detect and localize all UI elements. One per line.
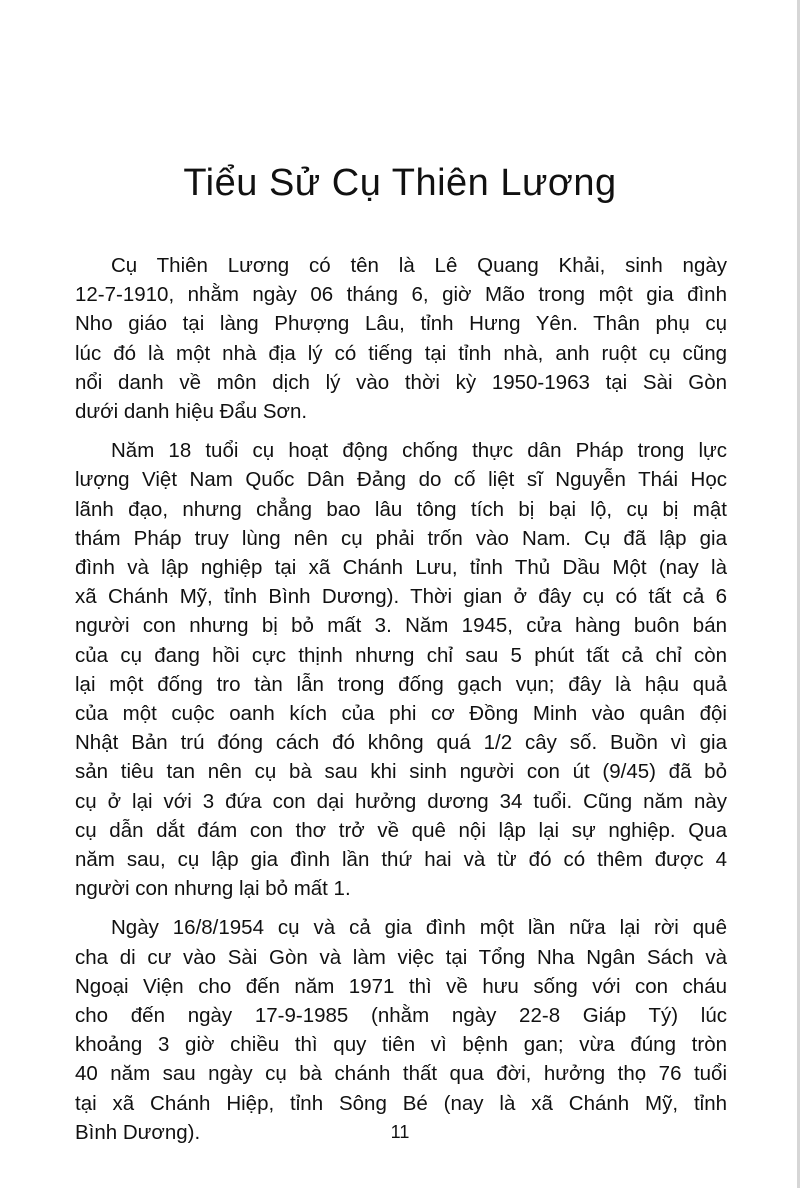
page-title: Tiểu Sử Cụ Thiên Lương — [183, 162, 617, 204]
paragraph-3 — [75, 913, 727, 1147]
text-line: 12-7-1910, nhằm ngày 06 tháng 6, giờ Mão trong một gia đình — [75, 283, 727, 307]
page-number: 11 — [390, 1122, 410, 1142]
text-line: Nhật Bản trú đóng cách đó không quá 1/2 cây số. Buồn vì gia — [75, 731, 727, 755]
text-line: của cụ đang hồi cực thịnh nhưng chỉ sau 5 phút tất cả chỉ còn — [75, 643, 727, 667]
text-line: Cụ Thiên Lương có tên là Lê Quang Khải, sinh ngày — [111, 254, 727, 277]
text-line: cụ ở lại với 3 đứa con dại hưởng dương 34 tuổi. Cũng năm này — [75, 789, 727, 813]
text-line: Ngoại Viện cho đến năm 1971 thì về hưu sống với con cháu — [75, 974, 727, 998]
text-line: thám Pháp truy lùng nên cụ phải trốn vào Nam. Cụ đã lập gia — [75, 526, 727, 550]
text-line: lại một đống tro tàn lẫn trong đống gạch vụn; đây là hậu quả — [75, 672, 727, 696]
text-line: nổi danh về môn dịch lý vào thời kỳ 1950-1963 tại Sài Gòn — [75, 370, 727, 394]
text-line: người con nhưng lại bỏ mất 1. — [75, 877, 351, 901]
paragraph-2 — [75, 436, 727, 903]
text-line: đình và lập nghiệp tại xã Chánh Lưu, tỉnh Thủ Dầu Một (nay là — [75, 556, 727, 580]
text-line: Năm 18 tuổi cụ hoạt động chống thực dân Pháp trong lực — [111, 439, 727, 463]
paragraph-1 — [75, 251, 727, 426]
text-line: xã Chánh Mỹ, tỉnh Bình Dương). Thời gian ở đây cụ có tất cả 6 — [75, 585, 727, 609]
text-line: dưới danh hiệu Đẩu Sơn. — [75, 400, 308, 424]
text-line: Nho giáo tại làng Phượng Lâu, tỉnh Hưng Yên. Thân phụ cụ — [75, 312, 727, 336]
biography-text — [75, 251, 727, 1157]
text-line: 40 năm sau ngày cụ bà chánh thất qua đời, hưởng thọ 76 tuổi — [75, 1062, 727, 1086]
text-line: Ngày 16/8/1954 cụ và cả gia đình một lần nữa lại rời quê — [111, 916, 727, 940]
text-line: người con nhưng bị bỏ mất 3. Năm 1945, cửa hàng buôn bán — [75, 614, 727, 638]
text-line: khoảng 3 giờ chiều thì quy tiên vì bệnh gan; vừa đúng tròn — [75, 1033, 727, 1057]
text-line: năm sau, cụ lập gia đình lần thứ hai và từ đó có thêm được 4 — [75, 848, 727, 872]
text-line: cho đến ngày 17-9-1985 (nhằm ngày 22-8 Giáp Tý) lúc — [75, 1004, 727, 1028]
text-line: lúc đó là một nhà địa lý có tiếng tại tỉnh nhà, anh ruột cụ cũng — [75, 341, 727, 365]
text-line: lãnh đạo, nhưng chẳng bao lâu tông tích bị bại lộ, cụ bị mật — [75, 497, 727, 521]
text-line: lượng Việt Nam Quốc Dân Đảng do cố liệt sĩ Nguyễn Thái Học — [75, 468, 727, 492]
text-line: cha di cư vào Sài Gòn và làm việc tại Tổng Nha Ngân Sách và — [75, 945, 727, 969]
text-line: cụ dẫn dắt đám con thơ trở về quê nội lập lại sự nghiệp. Qua — [75, 818, 727, 842]
text-line: tại xã Chánh Hiệp, tỉnh Sông Bé (nay là xã Chánh Mỹ, tỉnh — [75, 1091, 727, 1115]
text-line: sản tiêu tan nên cụ bà sau khi sinh người con út (9/45) đã bỏ — [75, 760, 727, 784]
text-line: Bình Dương). — [75, 1120, 201, 1144]
text-line: của một cuộc oanh kích của phi cơ Đồng Minh vào quân đội — [75, 702, 727, 726]
